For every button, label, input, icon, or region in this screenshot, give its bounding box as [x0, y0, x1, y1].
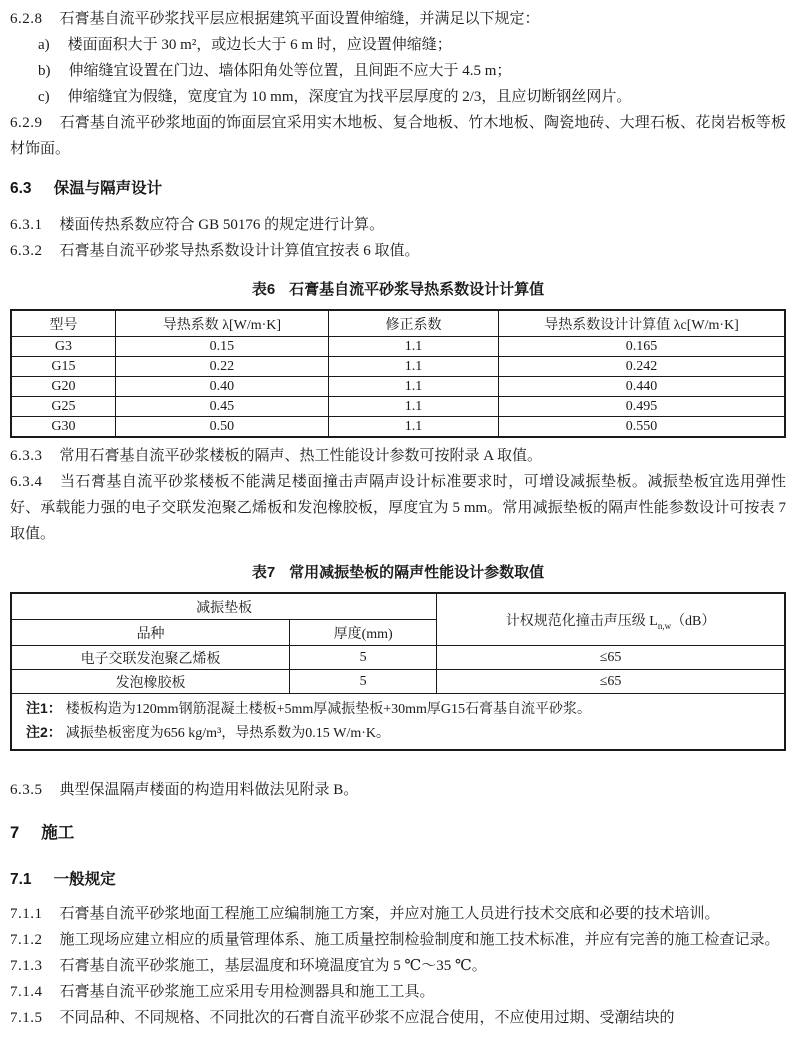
- note-label: 注2：: [26, 724, 62, 740]
- table-cell: G25: [11, 397, 115, 417]
- clause-text: 当石膏基自流平砂浆楼板不能满足楼面撞击声隔声设计标准要求时，可增设减振垫板。减振垫板宜选用弹性好、承载能力强的电子交联发泡聚乙烯板和发泡橡胶板，厚度宜为 5 mm。常用减振垫板的隔声性能参数设计可按表 7 取值。: [10, 474, 786, 542]
- table6-row-g20: [11, 377, 785, 397]
- clause-6-3-4: [10, 469, 786, 547]
- table-cell: ≤65: [437, 670, 785, 694]
- clause-7-1-3: [10, 953, 786, 979]
- table6-title-text: 石膏基自流平砂浆导热系数设计计算值: [289, 281, 545, 298]
- table7-title-text: 常用减振垫板的隔声性能设计参数取值: [289, 564, 545, 581]
- table7-title-number: 表7: [251, 564, 276, 581]
- list-item-a: [38, 32, 786, 58]
- heading-label: 一般规定: [53, 871, 116, 888]
- table7-header-row-1: [11, 593, 785, 620]
- clause-7-1-4: [10, 979, 786, 1005]
- table6-row-g25: [11, 397, 785, 417]
- clause-number: 6.3.4: [10, 474, 43, 490]
- list-marker: c): [38, 89, 50, 105]
- table7-row-rubber-board: [11, 670, 785, 694]
- header-subscript: n,w: [657, 620, 672, 631]
- heading-number: 7: [10, 824, 20, 842]
- table-cell: G20: [11, 377, 115, 397]
- note-text: 减振垫板密度为656 kg/m³，导热系数为0.15 W/m·K。: [65, 726, 391, 741]
- list-item-c: [38, 84, 786, 110]
- table-cell: 0.495: [499, 397, 785, 417]
- table7-row-pe-board: [11, 646, 785, 670]
- table7-header-group: 减振垫板: [11, 593, 437, 620]
- clause-number: 6.2.8: [10, 11, 43, 27]
- table7-header-impact-sound-level: [437, 593, 785, 646]
- table7-notes-row: [11, 694, 785, 751]
- section-heading-7-1: [10, 869, 786, 891]
- clause-6-3-3: [10, 443, 786, 469]
- clause-text: 施工现场应建立相应的质量管理体系、施工质量控制检验制度和施工技术标准，并应有完善的施工检查记录。: [59, 932, 780, 948]
- table6-header-row: [11, 310, 785, 337]
- table6-header-lambda: 导热系数 λ[W/m·K]: [115, 310, 328, 337]
- clause-text: 不同品种、不同规格、不同批次的石膏自流平砂浆不应混合使用，不应使用过期、受潮结块的: [59, 1010, 675, 1026]
- clause-7-1-1: [10, 901, 786, 927]
- list-item-text: 伸缩缝宜为假缝，宽度宜为 10 mm，深度宜为找平层厚度的 2/3，且应切断钢丝网片。: [67, 89, 632, 105]
- table6-row-g15: [11, 357, 785, 377]
- table-cell: 0.242: [499, 357, 785, 377]
- table-cell: 5: [290, 670, 437, 694]
- clause-number: 7.1.4: [10, 984, 43, 1000]
- header-text: 计权规范化撞击声压级 L: [505, 613, 658, 629]
- table7-sound-insulation: [10, 592, 786, 751]
- table6-row-g3: [11, 337, 785, 357]
- heading-label: 保温与隔声设计: [53, 180, 163, 197]
- clause-text: 典型保温隔声楼面的构造用料做法见附录 B。: [59, 782, 359, 798]
- clause-number: 6.3.2: [10, 243, 43, 259]
- clause-number: 6.3.5: [10, 782, 43, 798]
- header-text: （dB）: [671, 613, 716, 629]
- table-cell: 0.440: [499, 377, 785, 397]
- table6-header-design-value: 导热系数设计计算值 λc[W/m·K]: [499, 310, 785, 337]
- table-cell: G30: [11, 417, 115, 438]
- table6-row-g30: [11, 417, 785, 438]
- table7-header-thickness: 厚度(mm): [290, 620, 437, 646]
- table-cell: 1.1: [328, 397, 498, 417]
- clause-6-2-8: [10, 6, 786, 32]
- clause-6-3-1: [10, 212, 786, 238]
- heading-label: 施工: [41, 824, 75, 842]
- clause-text: 石膏基自流平砂浆地面的饰面层宜采用实木地板、复合地板、竹木地板、陶瓷地砖、大理石板、花岗岩板等板材饰面。: [10, 115, 786, 157]
- list-marker: a): [38, 37, 50, 53]
- table7-title: [10, 562, 786, 583]
- clause-number: 7.1.5: [10, 1010, 43, 1026]
- table-cell: 1.1: [328, 417, 498, 438]
- table-cell: 0.40: [115, 377, 328, 397]
- clause-text: 石膏基自流平砂浆导热系数设计计算值宜按表 6 取值。: [59, 243, 420, 259]
- table-cell: 发泡橡胶板: [11, 670, 290, 694]
- list-marker: b): [38, 63, 51, 79]
- section-heading-7: [10, 821, 786, 845]
- clause-text: 楼面传热系数应符合 GB 50176 的规定进行计算。: [59, 217, 385, 233]
- table7-note-1: [26, 697, 778, 721]
- note-text: 楼板构造为120mm钢筋混凝土楼板+5mm厚减振垫板+30mm厚G15石膏基自流平砂浆。: [65, 702, 592, 717]
- table-cell: 0.550: [499, 417, 785, 438]
- table-cell: 电子交联发泡聚乙烯板: [11, 646, 290, 670]
- table6-header-model: 型号: [11, 310, 115, 337]
- clause-6-3-2: [10, 238, 786, 264]
- clause-text: 石膏基自流平砂浆找平层应根据建筑平面设置伸缩缝，并满足以下规定：: [59, 11, 540, 27]
- clause-number: 6.3.3: [10, 448, 43, 464]
- list-item-text: 楼面面积大于 30 m²，或边长大于 6 m 时，应设置伸缩缝；: [67, 37, 452, 53]
- clause-number: 6.2.9: [10, 115, 43, 131]
- heading-number: 7.1: [10, 871, 32, 888]
- table-cell: 1.1: [328, 357, 498, 377]
- table-cell: 0.45: [115, 397, 328, 417]
- clause-text: 石膏基自流平砂浆施工应采用专用检测器具和施工工具。: [59, 984, 435, 1000]
- clause-text: 常用石膏基自流平砂浆楼板的隔声、热工性能设计参数可按附录 A 取值。: [59, 448, 543, 464]
- table6-title-number: 表6: [251, 281, 276, 298]
- list-item-b: [38, 58, 786, 84]
- clause-number: 7.1.3: [10, 958, 43, 974]
- clause-number: 6.3.1: [10, 217, 43, 233]
- table-cell: 1.1: [328, 337, 498, 357]
- clause-7-1-2: [10, 927, 786, 953]
- table7-header-type: 品种: [11, 620, 290, 646]
- clause-6-3-5: [10, 777, 786, 803]
- clause-text: 石膏基自流平砂浆地面工程施工应编制施工方案，并应对施工人员进行技术交底和必要的技术培训。: [59, 906, 720, 922]
- table-cell: ≤65: [437, 646, 785, 670]
- clause-number: 7.1.2: [10, 932, 43, 948]
- heading-number: 6.3: [10, 180, 32, 197]
- table-cell: 0.165: [499, 337, 785, 357]
- clause-6-2-9: [10, 110, 786, 162]
- table7-notes: [11, 694, 785, 751]
- table-cell: 5: [290, 646, 437, 670]
- table-cell: 1.1: [328, 377, 498, 397]
- table6-header-correction: 修正系数: [328, 310, 498, 337]
- table-cell: G15: [11, 357, 115, 377]
- table7-note-2: [26, 721, 778, 745]
- section-heading-6-3: [10, 178, 786, 200]
- note-label: 注1：: [26, 700, 62, 716]
- clause-number: 7.1.1: [10, 906, 43, 922]
- table6-title: [10, 279, 786, 300]
- table-cell: 0.22: [115, 357, 328, 377]
- table-cell: 0.15: [115, 337, 328, 357]
- clause-text: 石膏基自流平砂浆施工，基层温度和环境温度宜为 5 ℃～35 ℃。: [59, 958, 487, 974]
- table-cell: G3: [11, 337, 115, 357]
- table-cell: 0.50: [115, 417, 328, 438]
- clause-7-1-5: [10, 1005, 786, 1031]
- list-item-text: 伸缩缝宜设置在门边、墙体阳角处等位置，且间距不应大于 4.5 m；: [68, 63, 512, 79]
- table6-thermal-conductivity: [10, 309, 786, 438]
